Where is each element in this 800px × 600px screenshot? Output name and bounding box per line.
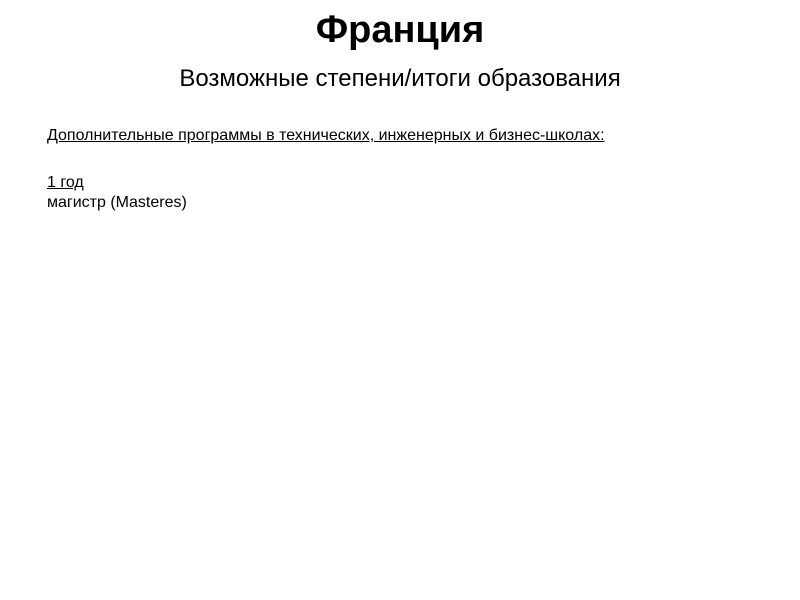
programs-heading: Дополнительные программы в технических, инженерных и бизнес-школах: [47,127,605,144]
slide-title: Франция [315,9,485,51]
program-degree: магистр (Masteres) [47,194,187,211]
slide-subtitle: Возможные степени/итоги образования [179,65,621,92]
slide-body [47,126,767,213]
program-duration: 1 год [47,174,84,191]
blank-line [47,146,767,173]
